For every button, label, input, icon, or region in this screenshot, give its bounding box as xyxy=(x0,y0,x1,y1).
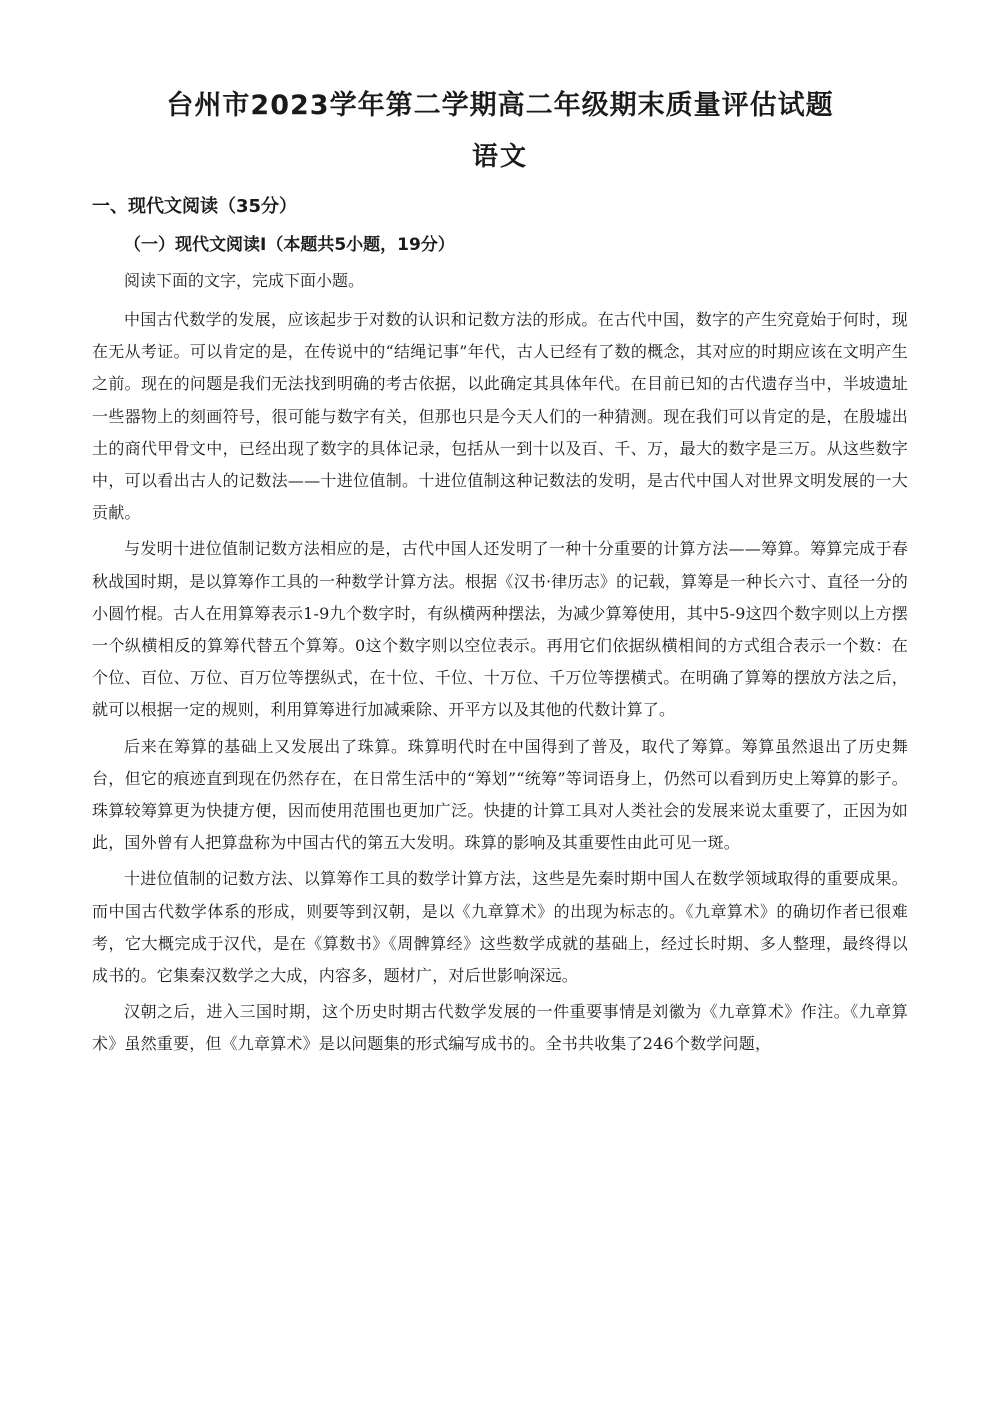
passage-paragraph: 汉朝之后，进入三国时期，这个历史时期古代数学发展的一件重要事情是刘徽为《九章算术》作注。《九章算术》虽然重要，但《九章算术》是以问题集的形式编写成书的。全书共收集了246个数学问题， xyxy=(92,1002,908,1054)
subsection-heading: （一）现代文阅读Ⅰ（本题共5小题，19分） xyxy=(124,235,455,255)
passage-paragraph: 后来在筹算的基础上又发展出了珠算。珠算明代时在中国得到了普及，取代了筹算。筹算虽然退出了历史舞台，但它的痕迹直到现在仍然存在，在日常生活中的“筹划”“统筹”等词语身上，仍然可以看到历史上筹算的影子。珠算较筹算更为快捷方便，因而使用范围也更加广泛。快捷的计算工具对人类社会的发展来说太重要了，正因为如此，国外曾有人把算盘称为中国古代的第五大发明。珠算的影响及其重要性由此可见一斑。 xyxy=(92,736,908,853)
reading-passage xyxy=(92,304,908,1061)
subject-title: 语文 xyxy=(471,142,528,172)
section-heading: 一、现代文阅读（35分） xyxy=(92,196,298,217)
reading-instruction: 阅读下面的文字，完成下面小题。 xyxy=(124,271,365,290)
passage-paragraph: 中国古代数学的发展，应该起步于对数的认识和记数方法的形成。在古代中国，数字的产生究竟始于何时，现在无从考证。可以肯定的是，在传说中的“结绳记事”年代，古人已经有了数的概念，其对应的时期应该在文明产生之前。现在的问题是我们无法找到明确的考古依据，以此确定其具体年代。在目前已知的古代遗存当中，半坡遗址一些器物上的刻画符号，很可能与数字有关，但那也只是今天人们的一种猜测。现在我们可以肯定的是，在殷墟出土的商代甲骨文中，已经出现了数字的具体记录，包括从一到十以及百、千、万，最大的数字是三万。从这些数字中，可以看出古人的记数法——十进位值制。十进位值制这种记数法的发明，是古代中国人对世界文明发展的一大贡献。 xyxy=(92,310,908,523)
passage-paragraph: 十进位值制的记数方法、以算筹作工具的数学计算方法，这些是先秦时期中国人在数学领域取得的重要成果。而中国古代数学体系的形成，则要等到汉朝，是以《九章算术》的出现为标志的。《九章算术》的确切作者已很难考，它大概完成于汉代，是在《算数书》《周髀算经》这些数学成就的基础上，经过长时期、多人整理，最终得以成书的。它集秦汉数学之大成，内容多，题材广，对后世影响深远。 xyxy=(92,869,908,986)
exam-title: 台州市2023学年第二学期高二年级期末质量评估试题 xyxy=(166,90,834,121)
passage-paragraph: 与发明十进位值制记数方法相应的是，古代中国人还发明了一种十分重要的计算方法——筹算。筹算完成于春秋战国时期，是以算筹作工具的一种数学计算方法。根据《汉书·律历志》的记载，算筹是一种长六寸、直径一分的小圆竹棍。古人在用算筹表示1-9九个数字时，有纵横两种摆法，为减少算筹使用，其中5-9这四个数字则以上方摆一个纵横相反的算筹代替五个算筹。0这个数字则以空位表示。再用它们依据纵横相间的方式组合表示一个数：在个位、百位、万位、百万位等摆纵式，在十位、千位、十万位、千万位等摆横式。在明确了算筹的摆放方法之后，就可以根据一定的规则，利用算筹进行加减乘除、开平方以及其他的代数计算了。 xyxy=(92,539,908,720)
